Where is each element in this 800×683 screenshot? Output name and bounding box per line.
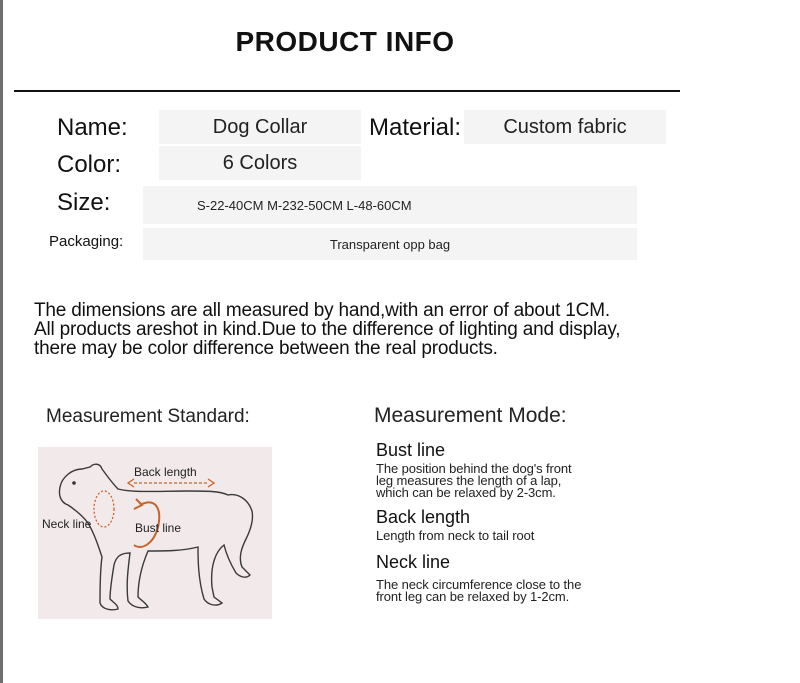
mode-item-neck [376, 552, 626, 603]
notice-line: there may be color difference between the real products. [34, 338, 498, 359]
left-border-line [0, 0, 3, 683]
mode-item-title: Bust line [376, 440, 446, 460]
mode-item-desc-line: Length from neck to tail root [376, 528, 535, 543]
neck-line-annotation: Neck line [42, 517, 92, 531]
neck-line-loop [94, 491, 114, 527]
bust-line-arrow-icon [134, 499, 142, 509]
measurement-standard-heading: Measurement Standard: [46, 406, 250, 427]
back-length-arrow-left-icon [128, 479, 134, 487]
size-value: S-22-40CM M-232-50CM L-48-60CM [143, 186, 637, 224]
back-length-arrow-right-icon [208, 479, 214, 487]
mode-item-bust [376, 440, 626, 499]
title-divider [14, 90, 680, 92]
back-length-annotation: Back length [134, 465, 197, 479]
bust-line-annotation: Bust line [135, 521, 182, 535]
color-label: Color: [57, 151, 122, 178]
measurement-mode-list [376, 440, 626, 603]
measurement-mode-heading: Measurement Mode: [374, 404, 567, 427]
dog-body-outline [59, 464, 252, 610]
size-label: Size: [57, 189, 111, 216]
mode-item-desc-line: which can be relaxed by 2-3cm. [376, 485, 556, 500]
mode-item-title: Back length [376, 507, 471, 527]
notice-line: The dimensions are all measured by hand,with an error of about 1CM. [34, 300, 610, 321]
name-value: Dog Collar [159, 110, 361, 144]
packaging-value: Transparent opp bag [143, 228, 637, 260]
name-label: Name: [57, 114, 128, 141]
mode-item-desc-line: leg measures the length of a lap, [376, 473, 562, 488]
color-value: 6 Colors [159, 146, 361, 180]
mode-item-desc-line: The position behind the dog's front [376, 461, 572, 476]
measurement-notice [34, 301, 754, 358]
page-title: PRODUCT INFO [235, 26, 455, 57]
material-label: Material: [369, 114, 462, 141]
mode-item-title: Neck line [376, 552, 451, 572]
packaging-label: Packaging: [49, 233, 124, 250]
mode-item-desc-line: The neck circumference close to the [376, 577, 582, 592]
material-value: Custom fabric [464, 110, 666, 144]
mode-item-desc-line: front leg can be relaxed by 1-2cm. [376, 589, 570, 604]
mode-item-back [376, 507, 626, 542]
dog-eye [72, 481, 76, 485]
notice-line: All products areshot in kind.Due to the difference of lighting and display, [34, 319, 621, 340]
